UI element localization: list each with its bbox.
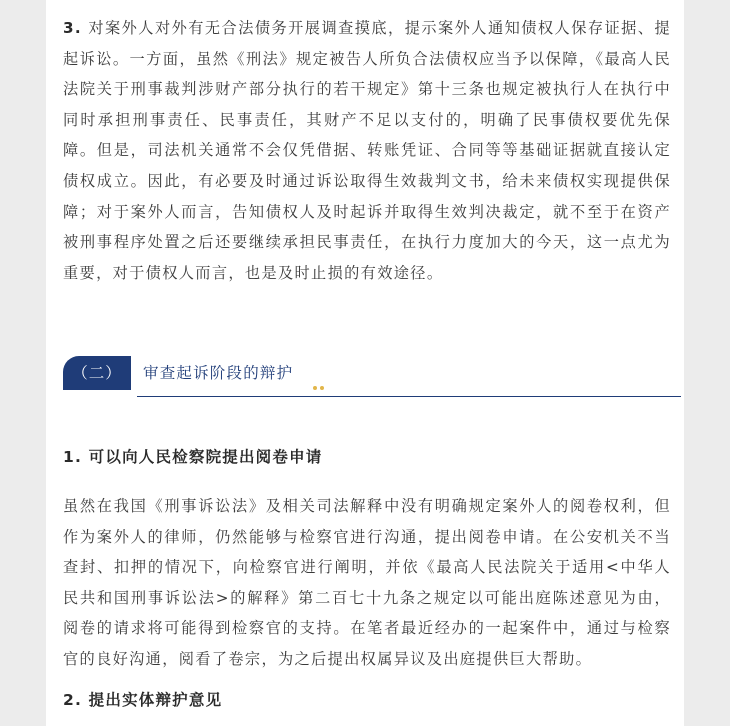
paragraph-creditor-investigation — [63, 13, 671, 288]
section-number-badge: （二） — [63, 356, 131, 390]
paragraph-file-review: 虽然在我国《刑事诉讼法》及相关司法解释中没有明确规定案外人的阅卷权利，但作为案外人的律师，仍然能够与检察官进行沟通，提出阅卷申请。在公安机关不当查封、扣押的情况下，向检察官进行阐明，并依《最高人民法院关于适用<中华人民共和国刑事诉讼法>的解释》第二百七十九条之规定以可能出庭陈述意见为由，阅卷的请求将可能得到检察官的支持。在笔者最近经办的一起案件中，通过与检察官的良好沟通，阅看了卷宗，为之后提出权属异议及出庭提供巨大帮助。 — [63, 497, 671, 668]
article-page — [46, 0, 684, 726]
section-title: 审查起诉阶段的辩护 — [143, 364, 294, 382]
section-underline — [137, 396, 681, 397]
paragraph-number: 3. — [63, 19, 83, 37]
subheading-file-review-application: 1. 可以向人民检察院提出阅卷申请 — [63, 448, 323, 466]
paragraph-text: 对案外人对外有无合法债务开展调查摸底，提示案外人通知债权人保存证据、提起诉讼。一方面，虽然《刑法》规定被告人所负合法债权应当予以保障，《最高人民法院关于刑事裁判涉财产部分执行的若干规定》第十三条也规定被执行人在执行中同时承担刑事责任、民事责任，其财产不足以支付的，明确了民事债权要优先保障。但是，司法机关通常不会仅凭借据、转账凭证、合同等等基础证据就直接认定债权成立。因此，有必要及时通过诉讼取得生效裁判文书，给未来债权实现提供保障；对于案外人而言，告知债权人及时起诉并取得生效判决裁定，就不至于在资产被刑事程序处置之后还要继续承担民事责任，在执行力度加大的今天，这一点尤为重要，对于债权人而言，也是及时止损的有效途径。 — [63, 19, 671, 282]
decorative-dots-icon — [313, 375, 327, 394]
subheading-substantive-defense: 2. 提出实体辩护意见 — [63, 691, 223, 709]
section-header — [63, 356, 681, 398]
